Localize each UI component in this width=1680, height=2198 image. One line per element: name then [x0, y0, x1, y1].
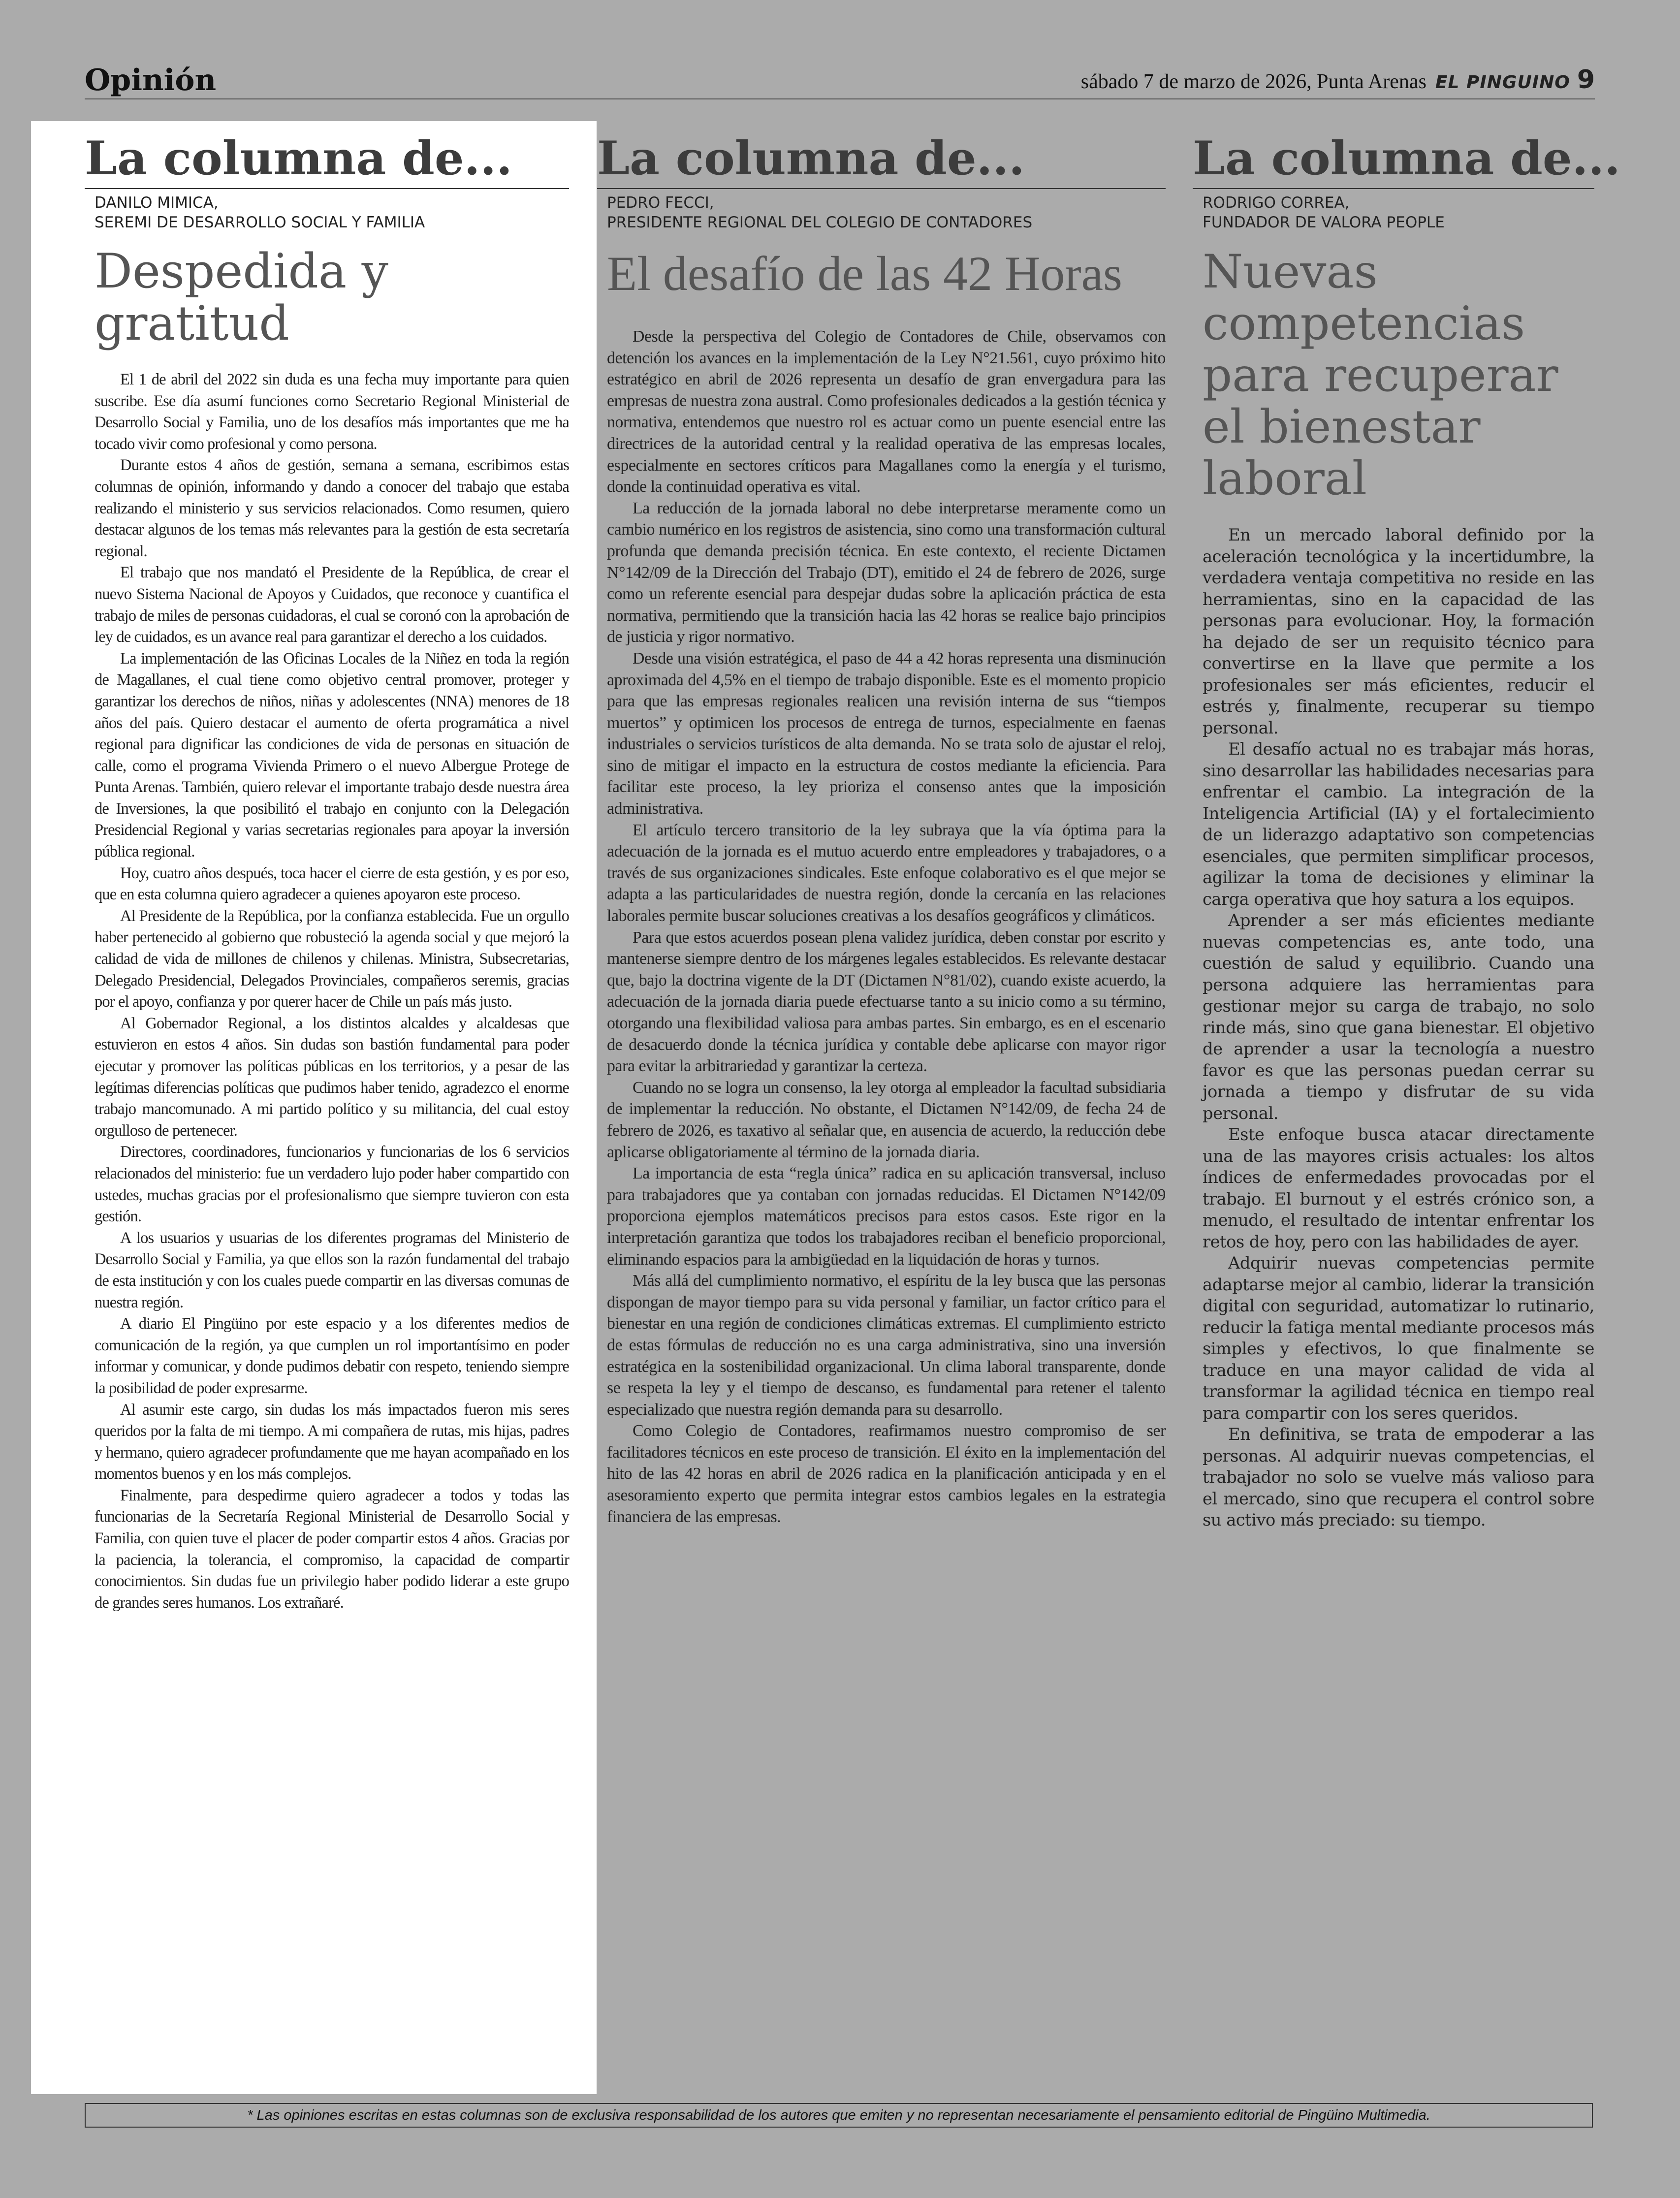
paragraph: Hoy, cuatro años después, toca hacer el cierre de esta gestión, y es por eso, que en esta columna quiero agradecer a quienes apoyaron este proceso. — [95, 864, 569, 904]
article-body — [85, 369, 569, 1614]
column-3 — [1193, 129, 1620, 1531]
paragraph: Más allá del cumplimiento normativo, el espíritu de la ley busca que las personas dispongan de mayor tiempo para su vida personal y familiar, un factor crítico para el bienestar en una región de condiciones climáticas extremas. El cumplimiento estricto de estas fórmulas de reducción no es una carga administrativa, sino una inversión estratégica en la sostenibilidad organizacional. Un clima laboral transparente, donde se respeta la ley y el tiempo de descanso, es fundamental para retener el talento especializado que nuestra región demanda para su desarrollo. — [607, 1272, 1166, 1419]
article-title: Nuevas competencias para recuperar el bienestar laboral — [1203, 245, 1558, 506]
article-body — [1193, 524, 1594, 1531]
masthead — [1081, 65, 1595, 95]
paragraph: Al asumir este cargo, sin dudas los más impactados fueron mis seres queridos por la falta de mi tiempo. A mi compañera de rutas, mis hijas, padres y hermano, quiero agradecer profundamente que me hayan acompañado en los momentos buenos y en los más complejos. — [95, 1401, 569, 1483]
paragraph: El desafío actual no es trabajar más horas, sino desarrollar las habilidades necesarias para enfrentar el cambio. La integración de la Inteligencia Artificial (IA) y el fortalecimiento de un liderazgo adaptativo son competencias esenciales, que permiten simplificar procesos, agilizar la toma de decisiones y eliminar la carga operativa que hoy satura a los equipos. — [1203, 739, 1594, 909]
paragraph: La reducción de la jornada laboral no debe interpretarse meramente como un cambio numérico en los registros de asistencia, sino como una transformación cultural profunda que demanda precisión técnica. En este contexto, el reciente Dictamen N°142/09 de la Dirección del Trabajo (DT), emitido el 24 de febrero de 2026, surge como un referente esencial para despejar dudas sobre la aplicación práctica de esta normativa, permitiendo que la transición hacia las 42 horas se realice bajo principios de justicia y rigor normativo. — [607, 499, 1166, 646]
paragraph: A los usuarios y usuarias de los diferentes programas del Ministerio de Desarrollo Social y Familia, ya que ellos son la razón fundamental del trabajo de esta institución y con los cuales puede compartir en las diversas comunas de nuestra región. — [95, 1229, 569, 1311]
paragraph: El trabajo que nos mandató el Presidente de la República, de crear el nuevo Sistema Nacional de Apoyos y Cuidados, que reconoce y cuantifica el trabajo de miles de personas cuidadoras, el cual se coronó con la aprobación de ley de cuidados, es un avance real para garantizar el derecho a los cuidados. — [95, 564, 569, 646]
paragraph: La implementación de las Oficinas Locales de la Niñez en toda la región de Magallanes, el cual tiene como objetivo central promover, proteger y garantizar los derechos de niños, niñas y adolescentes (NNA) menores de 18 años del país. Quiero destacar el aumento de oferta programática a nivel regional para dignificar las condiciones de vida de personas en situación de calle, como el programa Vivienda Primero o el nuevo Albergue Protege de Punta Arenas. También, quiero relevar el importante trabajo desde nuestra área de Inversiones, la que posibilitó el trabajo en conjunto con la Delegación Presidencial Regional y varias secretarias regionales para apoyar la inversión pública regional. — [95, 649, 569, 861]
article-body — [597, 326, 1166, 1528]
column-rule — [85, 188, 569, 189]
author-role: FUNDADOR DE VALORA PEOPLE — [1203, 214, 1445, 231]
paragraph: Directores, coordinadores, funcionarios y funcionarias de los 6 servicios relacionados del ministerio: fue un verdadero lujo poder haber compartido con ustedes, muchas gracias por el profesionalismo que siempre tuvieron con esta gestión. — [95, 1143, 569, 1226]
page-number: 9 — [1577, 65, 1595, 95]
column-rule — [1193, 188, 1594, 189]
author-block — [85, 193, 569, 232]
paragraph: Desde la perspectiva del Colegio de Contadores de Chile, observamos con detención los avances en la implementación de la Ley N°21.561, cuyo próximo hito estratégico en abril de 2026 representa un desafío de gran envergadura para las empresas de nuestra zona austral. Como profesionales dedicados a la gestión técnica y normativa, entendemos que nuestro rol es actuar como un puente esencial entre las directrices de la autoridad central y la realidad operativa de las empresas locales, especialmente en sectores críticos para Magallanes como la energía y el turismo, donde la continuidad operativa es vital. — [607, 327, 1166, 496]
paragraph: Durante estos 4 años de gestión, semana a semana, escribimos estas columnas de opinión, informando y dando a conocer del trabajo que estaba realizando el ministerio y sus servicios relacionados. Como resumen, quiero destacar algunos de los temas más relevantes para la gestión de esta secretaría regional. — [95, 456, 569, 560]
page-header — [85, 62, 1595, 99]
column-2 — [597, 129, 1166, 1528]
paragraph: El artículo tercero transitorio de la ley subraya que la vía óptima para la adecuación de la jornada es el mutuo acuerdo entre empleadores y trabajadores, o a través de sus organizaciones sindicales. Este enfoque colaborativo es el que mejor se adapta a las particularidades de nuestra región, donde la cercanía en las relaciones laborales permite buscar soluciones creativas a los desafíos geográficos y climáticos. — [607, 821, 1166, 925]
paragraph: Aprender a ser más eficientes mediante nuevas competencias es, ante todo, una cuestión de salud y equilibrio. Cuando una persona adquiere las herramientas para gestionar mejor su carga de trabajo, no solo rinde más, sino que gana bienestar. El objetivo de aprender a usar la tecnología a nuestro favor es que las personas puedan cerrar su jornada a tiempo y disfrutar de su vida personal. — [1203, 911, 1594, 1123]
section-name: Opinión — [85, 63, 217, 97]
newspaper-logo: EL PINGUINO — [1435, 72, 1570, 93]
paragraph: Este enfoque busca atacar directamente una de las mayores crisis actuales: los altos índices de enfermedades provocadas por el trabajo. El burnout y el estrés crónico son, a menudo, el resultado de intentar enfrentar los retos de hoy, pero con las habilidades de ayer. — [1203, 1125, 1594, 1251]
author-role: PRESIDENTE REGIONAL DEL COLEGIO DE CONTADORES — [607, 214, 1033, 231]
paragraph: Para que estos acuerdos posean plena validez jurídica, deben constar por escrito y mantenerse siempre dentro de los márgenes legales establecidos. Es relevante destacar que, bajo la doctrina vigente de la DT (Dictamen N°81/02), cuando existe acuerdo, la adecuación de la jornada diaria puede efectuarse tanto a su inicio como a su término, otorgando una flexibilidad valiosa para ambas partes. Sin embargo, es en el escenario de desacuerdo donde la técnica jurídica y contable debe aplicarse con mayor rigor para evitar la arbitrariedad y garantizar la certeza. — [607, 928, 1166, 1076]
paragraph: Al Presidente de la República, por la confianza establecida. Fue un orgullo haber pertenecido al gobierno que robusteció la agenda social y que mejoró la calidad de vida de millones de chilenos y chilenas. Ministra, Subsecretarias, Delegado Presidencial, Delegados Provinciales, compañeros seremis, gracias por el apoyo, confianza y por querer hacer de Chile un país más justo. — [95, 907, 569, 1011]
paragraph: Como Colegio de Contadores, reafirmamos nuestro compromiso de ser facilitadores técnicos en este proceso de transición. El éxito en la implementación del hito de las 42 horas en abril de 2026 radica en la planificación anticipada y en el asesoramiento experto que permita integrar estos cambios legales en la estrategia financiera de las empresas. — [607, 1422, 1166, 1526]
article-title: Despedida y gratitud — [95, 244, 388, 351]
author-block — [1193, 193, 1594, 232]
column-kicker: La columna de... — [597, 131, 1025, 186]
column-1 — [85, 129, 569, 1614]
paragraph: Cuando no se logra un consenso, la ley otorga al empleador la facultad subsidiaria de implementar la reducción. No obstante, el Dictamen N°142/09, de fecha 24 de febrero de 2026, es taxativo al señalar que, en ausencia de acuerdo, la reducción debe aplicarse obligatoriamente al término de la jornada diaria. — [607, 1078, 1166, 1161]
paragraph: El 1 de abril del 2022 sin duda es una fecha muy importante para quien suscribe. Ese día asumí funciones como Secretario Regional Ministerial de Desarrollo Social y Familia, uno de los desafíos más importantes que me ha tocado vivir como profesional y como persona. — [95, 371, 569, 453]
paragraph: En un mercado laboral definido por la aceleración tecnológica y la incertidumbre, la verdadera ventaja competitiva no reside en las herramientas, sino en la capacidad de las personas para evolucionar. Hoy, la formación ha dejado de ser un requisito técnico para convertirse en la llave que permite a los profesionales ser más eficientes, reducir el estrés y, finalmente, recuperar su tiempo personal. — [1203, 525, 1594, 737]
paragraph: La importancia de esta “regla única” radica en su aplicación transversal, incluso para trabajadores que ya contaban con jornadas reducidas. El Dictamen N°142/09 proporciona ejemplos matemáticos precisos para estos casos. Este rigor en la interpretación garantiza que todos los trabajadores reciban el beneficio proporcional, eliminando espacios para la ambigüedad en la liquidación de horas y turnos. — [607, 1164, 1166, 1269]
author-name: DANILO MIMICA, — [95, 194, 219, 212]
author-name: PEDRO FECCI, — [607, 194, 714, 212]
paragraph: Al Gobernador Regional, a los distintos alcaldes y alcaldesas que estuvieron en estos 4 años. Sin dudas son bastión fundamental para poder ejecutar y promover las políticas públicas en los territorios, y a pesar de las legítimas diferencias políticas que pudimos haber tenido, agradezco el enorme trabajo mancomunado. A mi partido político y su militancia, del cual estoy orgulloso de pertenecer. — [95, 1014, 569, 1140]
column-rule — [597, 188, 1166, 189]
paragraph: Desde una visión estratégica, el paso de 44 a 42 horas representa una disminución aproximada del 4,5% en el tiempo de trabajo disponible. Este es el momento propicio para que las empresas regionales realicen una revisión interna de sus “tiempos muertos” y optimicen los procesos de entrega de turnos, especialmente en faenas industriales o servicios turísticos de alta demanda. No se trata solo de ajustar el reloj, sino de mitigar el impacto en la estructura de costos mediante la eficiencia. Para facilitar este proceso, la ley prioriza el consenso antes que la imposición administrativa. — [607, 649, 1166, 818]
author-block — [597, 193, 1166, 232]
paragraph: A diario El Pingüino por este espacio y a los diferentes medios de comunicación de la región, ya que cumplen un rol importantísimo en poder informar y comunicar, y donde pudimos debatir con respeto, teniendo siempre la posibilidad de poder expresarme. — [95, 1315, 569, 1397]
column-kicker: La columna de... — [85, 131, 512, 186]
author-role: SEREMI DE DESARROLLO SOCIAL Y FAMILIA — [95, 214, 425, 231]
article-title: El desafío de las 42 Horas — [607, 246, 1122, 301]
paragraph: En definitiva, se trata de empoderar a las personas. Al adquirir nuevas competencias, el trabajador no solo se vuelve más valioso para el mercado, sino que recupera el control sobre su activo más preciado: su tiempo. — [1203, 1425, 1594, 1529]
column-kicker: La columna de... — [1193, 131, 1620, 186]
paragraph: Adquirir nuevas competencias permite adaptarse mejor al cambio, liderar la transición digital con seguridad, automatizar lo rutinario, reducir la fatiga mental mediante procesos más simples y efectivos, lo que finalmente se traduce en una mayor calidad de vida al transformar la agilidad técnica en tiempo real para compartir con los seres queridos. — [1203, 1253, 1594, 1423]
disclaimer-box: * Las opiniones escritas en estas columnas son de exclusiva responsabilidad de los autores que emiten y no representan necesariamente el pensamiento editorial de Pingüino Multimedia. — [85, 2103, 1593, 2128]
paragraph: Finalmente, para despedirme quiero agradecer a todos y todas las funcionarias de la Secretaría Regional Ministerial de Desarrollo Social y Familia, con quien tuve el placer de poder compartir estos 4 años. Gracias por la paciencia, la tolerancia, el compromiso, la capacidad de compartir conocimientos. Sin dudas fue un privilegio haber podido liderar a este grupo de grandes seres humanos. Los extrañaré. — [95, 1486, 569, 1612]
date-place: sábado 7 de marzo de 2026, Punta Arenas — [1080, 70, 1426, 93]
author-name: RODRIGO CORREA, — [1203, 194, 1350, 212]
